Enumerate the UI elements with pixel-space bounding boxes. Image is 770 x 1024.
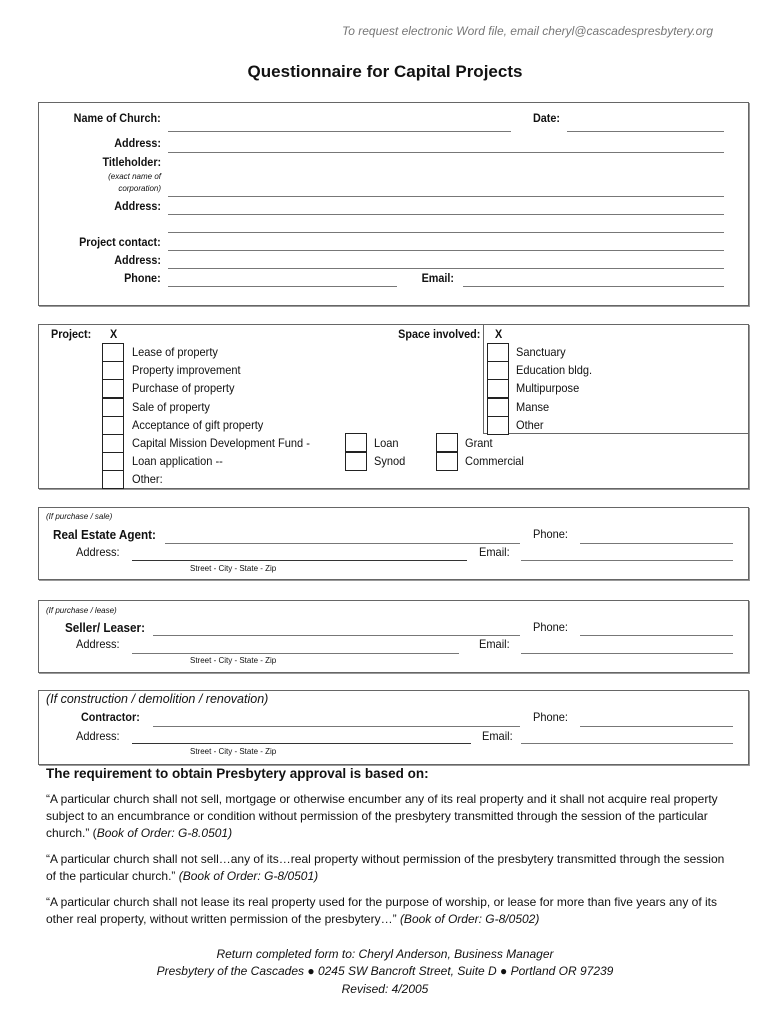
contractor-note: (If construction / demolition / renovation) [46,692,269,706]
space-option-checkbox[interactable] [487,379,509,398]
contractor-email-field[interactable] [521,743,733,744]
agent-phone-label: Phone: [533,527,569,541]
email-label: Email: [421,271,454,285]
commercial-checkbox[interactable] [436,452,458,471]
seller-field[interactable] [153,635,520,636]
contractor-field[interactable] [153,726,520,727]
phone-field[interactable] [168,286,397,287]
date-label: Date: [532,111,560,125]
contact-address-label: Address: [114,253,161,267]
requirement-heading: The requirement to obtain Presbytery approval is based on: [46,766,429,781]
agent-address-label: Address: [76,545,120,559]
agent-label: Real Estate Agent: [53,527,156,542]
project-contact-field[interactable] [168,250,724,251]
requirement-paragraph-2 [46,851,726,885]
project-option-label: Purchase of property [132,381,235,396]
email-field[interactable] [463,286,724,287]
agent-address-field[interactable] [132,560,467,561]
project-option-checkbox[interactable] [102,452,124,471]
agent-field[interactable] [165,543,520,544]
footer-revised: Revised: 4/2005 [341,982,429,996]
project-mark: X [110,327,118,341]
quote-text: “A particular church shall not sell…any of its…real property without permission of the presbytery transmitted through the session of the particular church.” [46,852,725,883]
name-of-church-field[interactable] [168,131,511,132]
project-option-checkbox[interactable] [102,361,124,380]
footer-return: Return completed form to: Cheryl Anderson, Business Manager [216,947,554,961]
project-option-label: Lease of property [132,345,218,359]
seller-email-field[interactable] [521,653,733,654]
contractor-address-hint: Street - City - State - Zip [190,747,277,756]
synod-checkbox[interactable] [345,452,367,471]
address-field[interactable] [168,152,724,153]
space-option-checkbox[interactable] [487,361,509,380]
agent-email-field[interactable] [521,560,733,561]
space-option-label: Education bldg. [516,363,593,378]
contractor-label: Contractor: [81,710,140,724]
date-field[interactable] [567,131,724,132]
name-of-church-label: Name of Church: [73,111,161,125]
synod-label: Synod [374,454,406,468]
citation: (Book of Order: G-8/0501) [178,869,319,883]
contractor-address-label: Address: [76,729,120,743]
loan-label: Loan [374,436,399,450]
agent-email-label: Email: [479,545,510,559]
project-option-label: Capital Mission Development Fund - [132,436,310,450]
header-note: To request electronic Word file, email cheryl@cascadespresbytery.org [341,24,713,38]
address-label: Address: [114,136,161,150]
space-option-label: Other [516,417,544,432]
titleholder-field[interactable] [168,196,724,197]
requirement-paragraph-3 [46,894,726,928]
project-option-checkbox[interactable] [102,379,124,398]
project-option-checkbox[interactable] [102,343,124,362]
space-option-checkbox[interactable] [487,343,509,362]
project-option-label: Loan application -- [132,454,223,469]
titleholder-address-field-2[interactable] [168,232,724,233]
footer-address: Presbytery of the Cascades ● 0245 SW Bancroft Street, Suite D ● Portland OR 97239 [156,964,614,978]
space-option-label: Sanctuary [516,345,566,359]
project-option-checkbox[interactable] [102,470,124,489]
contact-address-field[interactable] [168,268,724,269]
seller-label: Seller/ Leaser: [65,620,146,635]
space-option-checkbox[interactable] [487,398,509,417]
project-option-checkbox[interactable] [102,398,124,417]
space-option-label: Manse [516,399,550,414]
project-option-label: Acceptance of gift property [132,417,264,432]
seller-email-label: Email: [479,637,510,651]
grant-label: Grant [465,436,493,450]
contractor-phone-field[interactable] [580,726,733,727]
page-title: Questionnaire for Capital Projects [247,62,523,81]
titleholder-note: (exact name of [108,172,161,181]
requirement-paragraph-1 [46,791,726,842]
space-option-checkbox[interactable] [487,416,509,435]
seller-phone-field[interactable] [580,635,733,636]
project-contact-label: Project contact: [79,235,161,249]
project-option-label: Other: [132,472,163,487]
phone-label: Phone: [124,271,161,285]
seller-address-label: Address: [76,637,120,651]
seller-phone-label: Phone: [533,620,569,634]
quote-text: “A particular church shall not sell, mortgage or otherwise encumber any of its real property and it shall not acquire real property subject to an encumbrance or condition without permission of the presbytery transmitted through the session of the particular church.” ( [46,792,718,840]
project-option-label: Property improvement [132,363,241,378]
agent-note: (If purchase / sale) [46,512,113,521]
seller-address-field[interactable] [132,653,459,654]
contractor-phone-label: Phone: [533,710,569,724]
project-option-label: Sale of property [132,399,210,414]
agent-phone-field[interactable] [580,543,733,544]
seller-section [38,600,749,673]
commercial-label: Commercial [465,454,524,468]
seller-address-hint: Street - City - State - Zip [190,656,277,665]
project-option-checkbox[interactable] [102,416,124,435]
space-involved-label: Space involved: [397,327,480,341]
titleholder-label: Titleholder: [102,155,161,169]
contractor-address-field[interactable] [132,743,471,744]
project-option-checkbox[interactable] [102,434,124,453]
grant-checkbox[interactable] [436,433,458,452]
space-option-label: Multipurpose [516,381,580,396]
project-label: Project: [51,327,92,341]
titleholder-address-label: Address: [114,199,161,213]
space-involved-mark: X [495,327,503,341]
seller-note: (If purchase / lease) [46,606,117,615]
contractor-email-label: Email: [482,729,513,743]
titleholder-address-field[interactable] [168,214,724,215]
titleholder-note: corporation) [118,184,161,193]
citation: Book of Order: G-8.0501) [96,826,233,840]
citation: (Book of Order: G-8/0502) [399,912,540,926]
agent-address-hint: Street - City - State - Zip [190,564,277,573]
loan-checkbox[interactable] [345,433,367,452]
quote-text: “A particular church shall not lease its real property used for the purpose of worship, or lease for more than five years any of its other real property, without written permission of the presbytery…” [46,895,717,926]
